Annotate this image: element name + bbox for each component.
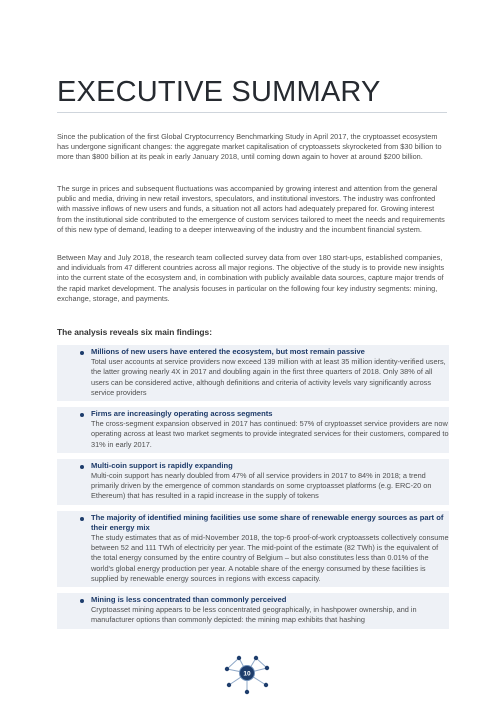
findings-heading: The analysis reveals six main findings:	[57, 327, 212, 337]
intro-paragraph-3: Between May and July 2018, the research team collected survey data from over 180 start-ups, established companies, and individuals from 47 different countries across all major regions. The objective of the study is to provide new insights into the current state of the ecosystem and, in combination with publicly available data sources, capture major trends of the rapid market development. The analysis focuses in particular on the following four key industry segments: mining, exchange, storage, and payments.	[57, 253, 445, 303]
finding-title: Mining is less concentrated than commonly perceived	[91, 595, 287, 605]
finding-item	[57, 407, 449, 453]
title-divider	[57, 112, 447, 113]
finding-body: Total user accounts at service providers now exceed 139 million with at least 35 million identity-verified users, the latter growing nearly 4X in 2017 and doubling again in the first three quarters of 2018. Only 38% of all users can be considered active, although definitions and criteria of activity levels vary significantly across service providers	[91, 357, 446, 397]
finding-body: The cross-segment expansion observed in 2017 has continued: 57% of cryptoasset service providers are now operating across at least two market segments to provide integrated services for their customers, compared to 31% in early 2017.	[91, 419, 449, 449]
finding-body: The study estimates that as of mid-November 2018, the top-6 proof-of-work cryptoassets collectively consume between 52 and 111 TWh of electricity per year. The mid-point of the estimate (82 TWh) is the equivalent of the total energy consumed by the entire country of Belgium – but also constitutes less than 0.01% of the world's global energy production per year. A notable share of the energy consumed by these facilities is supplied by renewable energy sources in regions with excess capacity.	[91, 533, 449, 583]
intro-paragraph-2: The surge in prices and subsequent fluctuations was accompanied by growing interest and attention from the general public and media, driving in new retail investors, speculators, and institutional investors. The industry was confronted with massive inflows of new users and funds, a situation not all actors had adequately prepared for. Growing interest from the institutional side contributed to the emergence of custom services tailored to meet the needs and requirements of this new type of demand, leading to a deeper interweaving of the industry and the incumbent financial system.	[57, 184, 445, 234]
finding-item	[57, 345, 449, 401]
finding-item	[57, 593, 449, 629]
bullet-icon	[80, 599, 84, 603]
finding-title: Firms are increasingly operating across segments	[91, 409, 273, 419]
finding-item	[57, 511, 449, 587]
finding-title: Millions of new users have entered the ecosystem, but most remain passive	[91, 347, 365, 356]
bullet-icon	[80, 465, 84, 469]
finding-item	[57, 459, 449, 505]
page-title: EXECUTIVE SUMMARY	[57, 76, 381, 108]
intro-paragraph-1: Since the publication of the first Global Cryptocurrency Benchmarking Study in April 2017, the cryptoasset ecosystem has undergone significant changes: the aggregate market capitalisation of cryptoassets skyrocketed from $30 billion to more than $800 billion at its peak in early January 2018, until coming down again to hover at around $200 billion.	[57, 132, 442, 162]
finding-body: Cryptoasset mining appears to be less concentrated geographically, in hashpower ownership, and in manufacturer options than commonly depicted: the mining map exhibits that hashing	[91, 605, 417, 625]
finding-title: Multi-coin support is rapidly expanding	[91, 460, 233, 470]
bullet-icon	[80, 351, 84, 355]
page-number-badge	[219, 655, 275, 695]
bullet-icon	[80, 413, 84, 417]
bullet-icon	[80, 517, 84, 521]
findings-list	[57, 345, 449, 635]
page-number: 10	[243, 670, 251, 678]
finding-title: The majority of identified mining facilities use some share of renewable energy sources as part of their energy mix	[91, 512, 444, 532]
finding-body: Multi-coin support has nearly doubled from 47% of all service providers in 2017 to 84% in 2018; a trend primarily driven by the emergence of common standards on some cryptoasset platforms (e.g. ERC-20 on Ethereum) that has resulted in a rapid increase in the supply of tokens	[91, 471, 432, 501]
